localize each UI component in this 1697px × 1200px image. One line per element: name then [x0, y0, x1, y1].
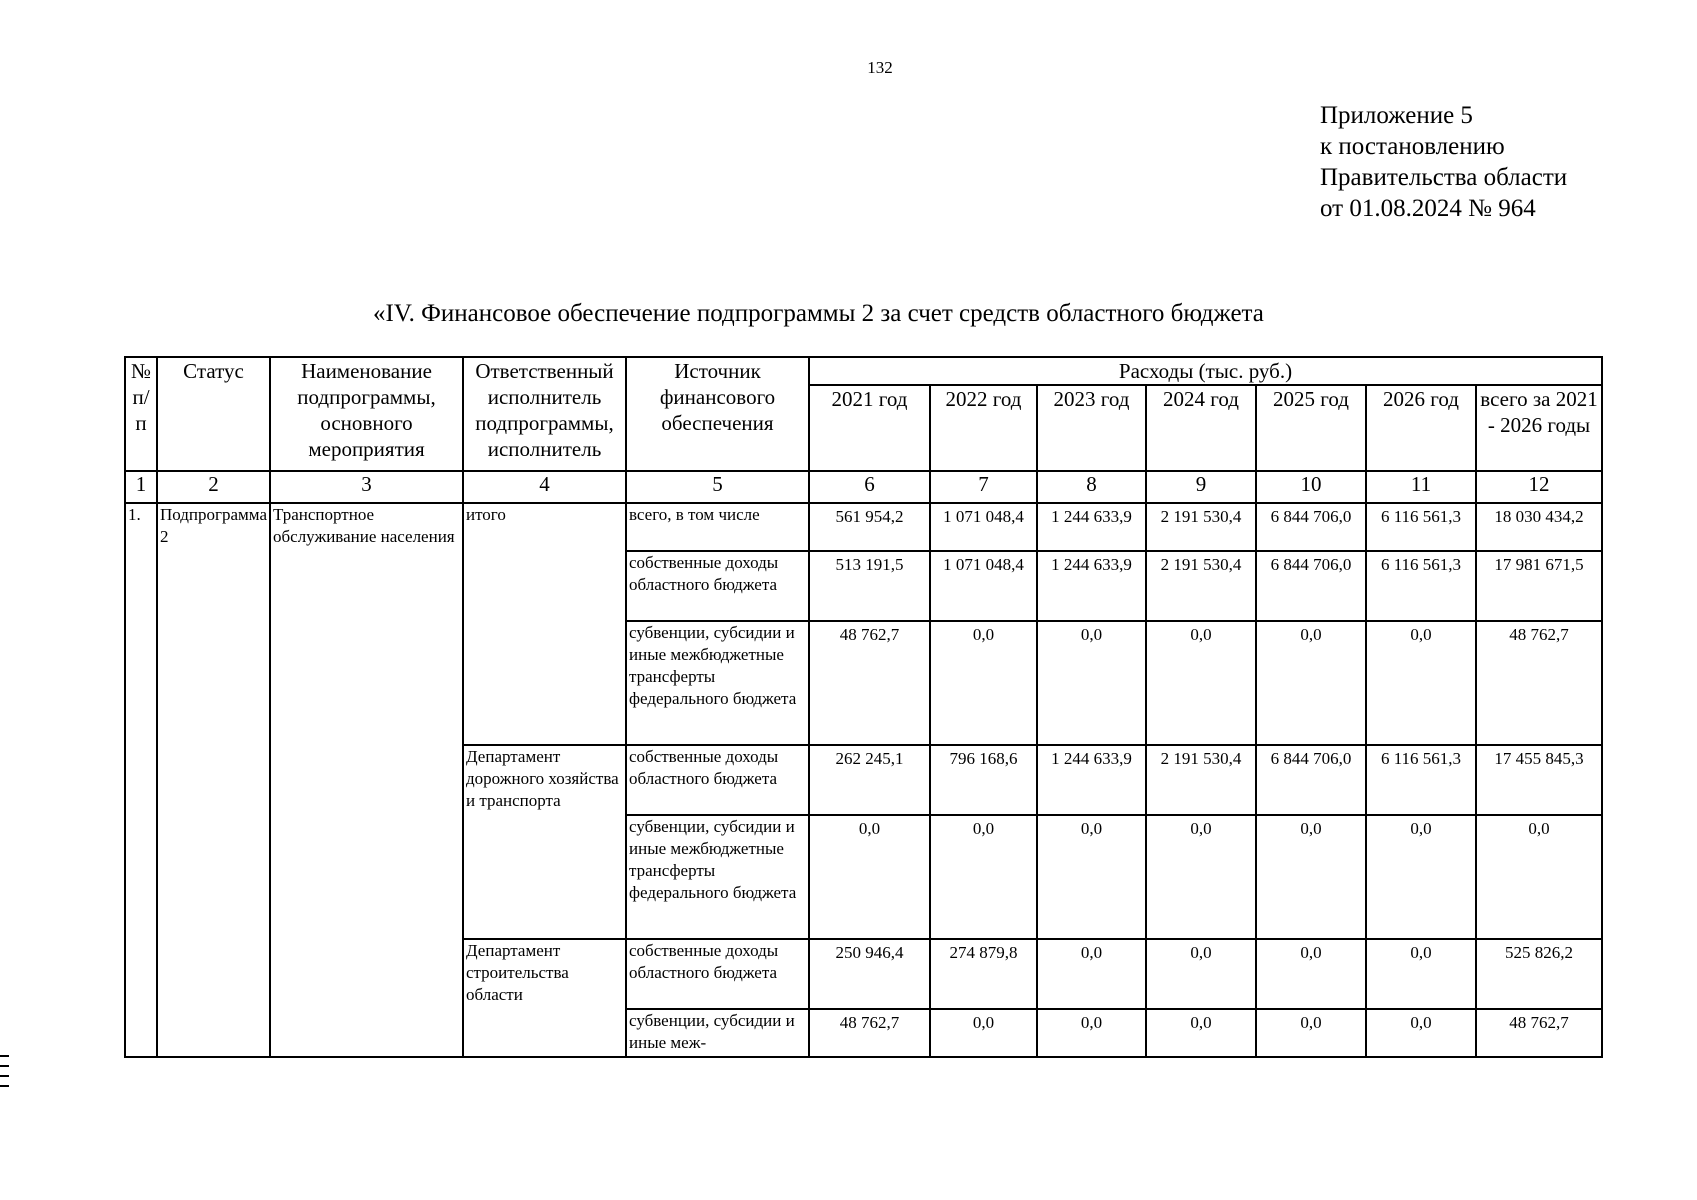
header-status: Статус — [157, 357, 270, 471]
value-cell: 561 954,2 — [809, 503, 930, 551]
source-cell: собственные доходы областного бюджета — [626, 551, 809, 621]
header-total: всего за 2021 - 2026 годы — [1476, 385, 1602, 471]
value-cell: 0,0 — [809, 815, 930, 939]
column-index: 10 — [1256, 471, 1366, 503]
value-cell: 0,0 — [1476, 815, 1602, 939]
appendix-line: от 01.08.2024 № 964 — [1320, 195, 1536, 222]
header-year: 2023 год — [1037, 385, 1146, 471]
value-cell: 2 191 530,4 — [1146, 745, 1256, 815]
value-cell: 0,0 — [1146, 815, 1256, 939]
value-cell: 1 244 633,9 — [1037, 551, 1146, 621]
value-cell: 0,0 — [930, 621, 1037, 745]
row-number: 1. — [125, 503, 157, 1057]
column-index: 4 — [463, 471, 626, 503]
value-cell: 1 071 048,4 — [930, 503, 1037, 551]
value-cell: 0,0 — [1366, 1009, 1476, 1057]
column-index: 7 — [930, 471, 1037, 503]
header-executor: Ответственный исполнитель подпрограммы, исполнитель — [463, 357, 626, 471]
column-index: 11 — [1366, 471, 1476, 503]
column-index: 2 — [157, 471, 270, 503]
value-cell: 6 844 706,0 — [1256, 503, 1366, 551]
column-index: 1 — [125, 471, 157, 503]
value-cell: 0,0 — [1037, 939, 1146, 1009]
financing-table — [124, 356, 1603, 1058]
status-cell: Подпрограмма 2 — [157, 503, 270, 1057]
source-cell: собственные доходы областного бюджета — [626, 939, 809, 1009]
appendix-line: Приложение 5 — [1320, 102, 1473, 129]
value-cell: 1 244 633,9 — [1037, 503, 1146, 551]
header-year: 2024 год — [1146, 385, 1256, 471]
value-cell: 274 879,8 — [930, 939, 1037, 1009]
appendix-line: к постановлению — [1320, 133, 1505, 160]
source-cell: субвенции, субсидии и иные меж- — [626, 1009, 809, 1057]
value-cell: 17 981 671,5 — [1476, 551, 1602, 621]
header-year: 2025 год — [1256, 385, 1366, 471]
value-cell: 0,0 — [1037, 1009, 1146, 1057]
value-cell: 0,0 — [1256, 1009, 1366, 1057]
scan-edge-marks — [0, 1055, 10, 1095]
value-cell: 6 116 561,3 — [1366, 745, 1476, 815]
value-cell: 48 762,7 — [1476, 1009, 1602, 1057]
value-cell: 48 762,7 — [809, 1009, 930, 1057]
value-cell: 0,0 — [1146, 939, 1256, 1009]
appendix-header — [1320, 100, 1567, 224]
column-index: 9 — [1146, 471, 1256, 503]
value-cell: 513 191,5 — [809, 551, 930, 621]
column-index: 3 — [270, 471, 463, 503]
source-cell: собственные доходы областного бюджета — [626, 745, 809, 815]
value-cell: 0,0 — [1037, 815, 1146, 939]
value-cell: 6 116 561,3 — [1366, 551, 1476, 621]
value-cell: 17 455 845,3 — [1476, 745, 1602, 815]
section-title: «IV. Финансовое обеспечение подпрограммы 2 за счет средств областного бюджета — [373, 300, 1264, 327]
value-cell: 262 245,1 — [809, 745, 930, 815]
value-cell: 0,0 — [1146, 1009, 1256, 1057]
executor-cell: Департамент дорожного хозяйства и транспорта — [463, 745, 626, 939]
header-year: 2026 год — [1366, 385, 1476, 471]
value-cell: 2 191 530,4 — [1146, 551, 1256, 621]
value-cell: 525 826,2 — [1476, 939, 1602, 1009]
value-cell: 6 844 706,0 — [1256, 745, 1366, 815]
header-source: Источник финансового обеспечения — [626, 357, 809, 471]
header-name: Наименование подпрограммы, основного мероприятия — [270, 357, 463, 471]
value-cell: 48 762,7 — [809, 621, 930, 745]
value-cell: 48 762,7 — [1476, 621, 1602, 745]
value-cell: 18 030 434,2 — [1476, 503, 1602, 551]
value-cell: 0,0 — [1037, 621, 1146, 745]
value-cell: 796 168,6 — [930, 745, 1037, 815]
column-index: 6 — [809, 471, 930, 503]
value-cell: 0,0 — [1256, 939, 1366, 1009]
source-cell: всего, в том числе — [626, 503, 809, 551]
header-year: 2022 год — [930, 385, 1037, 471]
table-row — [125, 503, 1602, 551]
value-cell: 0,0 — [1256, 621, 1366, 745]
executor-cell: Департамент строительства области — [463, 939, 626, 1057]
value-cell: 0,0 — [930, 1009, 1037, 1057]
header-year: 2021 год — [809, 385, 930, 471]
value-cell: 1 244 633,9 — [1037, 745, 1146, 815]
value-cell: 1 071 048,4 — [930, 551, 1037, 621]
page-number: 132 — [867, 58, 893, 77]
source-cell: субвенции, субсидии и иные межбюджетные трансферты федерального бюджета — [626, 621, 809, 745]
value-cell: 0,0 — [1366, 621, 1476, 745]
value-cell: 6 844 706,0 — [1256, 551, 1366, 621]
program-name-cell: Транспортное обслуживание населения — [270, 503, 463, 1057]
column-index: 8 — [1037, 471, 1146, 503]
column-index: 12 — [1476, 471, 1602, 503]
appendix-line: Правительства области — [1320, 164, 1568, 191]
value-cell: 6 116 561,3 — [1366, 503, 1476, 551]
value-cell: 0,0 — [1256, 815, 1366, 939]
value-cell: 0,0 — [1146, 621, 1256, 745]
value-cell: 2 191 530,4 — [1146, 503, 1256, 551]
source-cell: субвенции, субсидии и иные межбюджетные трансферты федерального бюджета — [626, 815, 809, 939]
executor-cell: итого — [463, 503, 626, 745]
value-cell: 0,0 — [930, 815, 1037, 939]
value-cell: 0,0 — [1366, 939, 1476, 1009]
header-expenses: Расходы (тыс. руб.) — [809, 357, 1602, 385]
value-cell: 250 946,4 — [809, 939, 930, 1009]
header-num: № п/п — [125, 357, 157, 471]
column-index: 5 — [626, 471, 809, 503]
value-cell: 0,0 — [1366, 815, 1476, 939]
